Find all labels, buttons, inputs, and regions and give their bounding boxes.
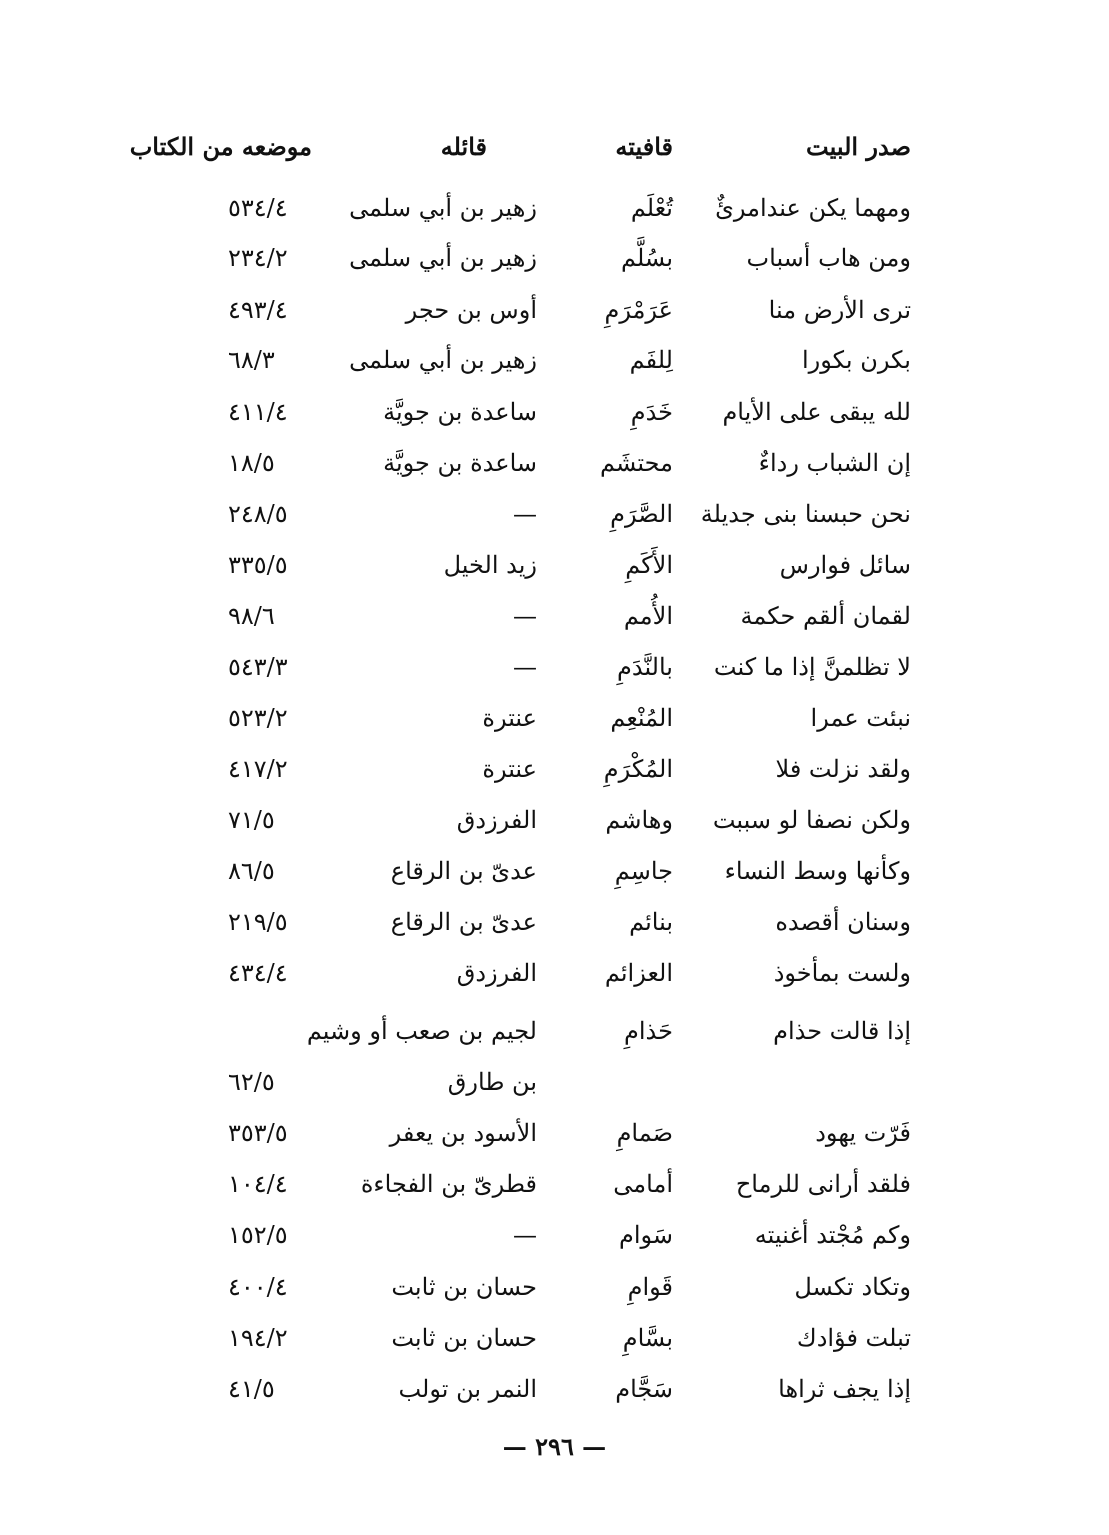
cell-verse: ولست بمأخوذ	[773, 959, 911, 987]
cell-rhyme: بسَّامِ	[622, 1324, 673, 1352]
cell-rhyme: جاسِمِ	[614, 857, 673, 885]
cell-location: ١٥٢/٥	[228, 1221, 288, 1249]
cell-location: ٦٨/٣	[228, 346, 275, 374]
cell-verse: إذا يجف ثراها	[778, 1375, 911, 1403]
table-row	[0, 749, 1109, 789]
cell-poet: عدىّ بن الرقاع	[390, 857, 537, 885]
cell-location: ٨٦/٥	[228, 857, 275, 885]
cell-verse: لله يبقى على الأيام	[722, 398, 911, 426]
cell-verse: وتكاد تكسل	[794, 1273, 911, 1301]
cell-verse: لا تظلمنَّ إذا ما كنت	[713, 653, 911, 681]
table-row	[0, 800, 1109, 840]
cell-verse: إن الشباب رداءٌ	[758, 449, 911, 477]
cell-poet: النمر بن تولب	[398, 1375, 537, 1403]
cell-poet: حسان بن ثابت	[391, 1273, 537, 1301]
cell-rhyme: وهاشم	[605, 806, 673, 834]
table-row	[0, 392, 1109, 432]
cell-rhyme: خَدَمِ	[630, 398, 673, 426]
cell-rhyme: الصَّرَمِ	[610, 500, 673, 528]
table-row	[0, 1164, 1109, 1204]
table-row	[0, 494, 1109, 534]
cell-rhyme: أمامى	[613, 1170, 673, 1198]
cell-rhyme: بسُلَّم	[620, 244, 673, 272]
table-row	[0, 953, 1109, 993]
cell-rhyme: تُعْلَم	[630, 194, 673, 222]
cell-verse: ترى الأرض منا	[768, 296, 911, 324]
cell-rhyme: المُنْعِم	[610, 704, 673, 732]
cell-location: ٣٥٣/٥	[228, 1119, 288, 1147]
cell-poet: لجيم بن صعب أو وشيم	[306, 1017, 537, 1045]
table-row	[0, 1113, 1109, 1153]
cell-poet: حسان بن ثابت	[391, 1324, 537, 1352]
cell-verse: وسنان أقصده	[775, 908, 911, 936]
cell-location: ٣٣٥/٥	[228, 551, 288, 579]
cell-location: ٢٣٤/٢	[228, 244, 288, 272]
cell-rhyme: الأَكَمِ	[625, 551, 673, 579]
cell-rhyme: سَوام	[618, 1221, 673, 1249]
cell-location: ١٩٤/٢	[228, 1324, 288, 1352]
table-row	[0, 1318, 1109, 1358]
table-row	[0, 545, 1109, 585]
cell-verse: تبلت فؤادك	[796, 1324, 911, 1352]
cell-location: ٤١١/٤	[228, 398, 288, 426]
cell-location: ١٨/٥	[228, 449, 275, 477]
table-row	[0, 1062, 1109, 1102]
cell-location: ٩٨/٦	[228, 602, 275, 630]
table-row	[0, 647, 1109, 687]
cell-verse: ومن هاب أسباب	[746, 244, 911, 272]
cell-rhyme: بنائم	[629, 908, 673, 936]
cell-location: ١٠٤/٤	[228, 1170, 288, 1198]
cell-verse: فلقد أرانى للرماح	[735, 1170, 911, 1198]
cell-location: ٢٤٨/٥	[228, 500, 288, 528]
cell-rhyme: صَمامِ	[616, 1119, 673, 1147]
cell-location: ٤٩٣/٤	[228, 296, 288, 324]
cell-rhyme: سَجَّام	[615, 1375, 673, 1403]
cell-verse: نحن حبسنا بنى جديلة	[700, 500, 911, 528]
table-row	[0, 188, 1109, 228]
cell-poet: عدىّ بن الرقاع	[390, 908, 537, 936]
cell-poet: الأسود بن يعفر	[389, 1119, 537, 1147]
table-row	[0, 596, 1109, 636]
cell-verse: ولكن نصفا لو سببت	[712, 806, 911, 834]
cell-poet: أوس بن حجر	[405, 296, 537, 324]
cell-poet: الفرزدق	[456, 806, 537, 834]
cell-poet: زيد الخيل	[443, 551, 537, 579]
cell-rhyme: الأُمم	[623, 602, 673, 630]
cell-verse: بكرن بكورا	[801, 346, 911, 374]
cell-location: ٥٤٣/٣	[228, 653, 288, 681]
cell-rhyme: العزائم	[604, 959, 673, 987]
cell-poet: ساعدة بن جويَّة	[383, 449, 537, 477]
cell-poet: ساعدة بن جويَّة	[383, 398, 537, 426]
header-rhyme: قافيته	[615, 132, 673, 161]
cell-verse: نبئت عمرا	[810, 704, 911, 732]
table-row	[0, 1215, 1109, 1255]
cell-rhyme: المُكْرَمِ	[603, 755, 673, 783]
cell-poet: —	[513, 1221, 537, 1249]
table-row	[0, 443, 1109, 483]
table-row	[0, 1267, 1109, 1307]
cell-location: ٤١٧/٢	[228, 755, 288, 783]
cell-verse: لقمان ألقم حكمة	[740, 602, 911, 630]
cell-location: ٤٣٤/٤	[228, 959, 288, 987]
table-row	[0, 851, 1109, 891]
page-number: — ٢٩٦ —	[502, 1432, 607, 1461]
cell-location: ٧١/٥	[228, 806, 275, 834]
cell-location: ٥٣٤/٤	[228, 194, 288, 222]
cell-rhyme: عَرَمْرَمِ	[604, 296, 673, 324]
table-row	[0, 1369, 1109, 1409]
cell-location: ٤١/٥	[228, 1375, 275, 1403]
table-row	[0, 238, 1109, 278]
cell-poet: زهير بن أبي سلمى	[349, 244, 537, 272]
cell-location: ٥٢٣/٢	[228, 704, 288, 732]
cell-poet: زهير بن أبي سلمى	[349, 346, 537, 374]
header-verse: صدر البيت	[806, 132, 911, 161]
cell-verse: ومهما يكن عندامرئٌ	[715, 194, 911, 222]
cell-poet: —	[513, 500, 537, 528]
cell-verse: سائل فوارس	[779, 551, 911, 579]
header-poet: قائله	[440, 132, 487, 161]
table-row	[0, 698, 1109, 738]
cell-verse: وكم مُجْتد أغنيته	[754, 1221, 911, 1249]
cell-rhyme: حَذامِ	[624, 1017, 673, 1045]
cell-verse: فَرّت يهود	[815, 1119, 911, 1147]
cell-poet: عنترة	[482, 704, 537, 732]
cell-rhyme: محتشَم	[600, 449, 673, 477]
table-row	[0, 340, 1109, 380]
cell-poet: الفرزدق	[456, 959, 537, 987]
cell-location: ٢١٩/٥	[228, 908, 288, 936]
cell-rhyme: بالنَّدَمِ	[616, 653, 673, 681]
cell-poet: قطرىّ بن الفجاءة	[360, 1170, 537, 1198]
cell-poet: عنترة	[482, 755, 537, 783]
cell-poet: بن طارق	[447, 1068, 537, 1096]
cell-verse: ولقد نزلت فلا	[775, 755, 911, 783]
cell-verse: إذا قالت حذام	[773, 1017, 911, 1045]
cell-location: ٦٢/٥	[228, 1068, 275, 1096]
header-location: موضعه من الكتاب	[129, 132, 312, 161]
table-row	[0, 902, 1109, 942]
table-row	[0, 290, 1109, 330]
cell-verse: وكأنها وسط النساء	[724, 857, 911, 885]
cell-rhyme: لِلفَم	[629, 346, 673, 374]
table-row	[0, 1011, 1109, 1051]
cell-poet: زهير بن أبي سلمى	[349, 194, 537, 222]
cell-location: ٤٠٠/٤	[228, 1273, 288, 1301]
cell-rhyme: قَوامِ	[627, 1273, 673, 1301]
cell-poet: —	[513, 653, 537, 681]
cell-poet: —	[513, 602, 537, 630]
